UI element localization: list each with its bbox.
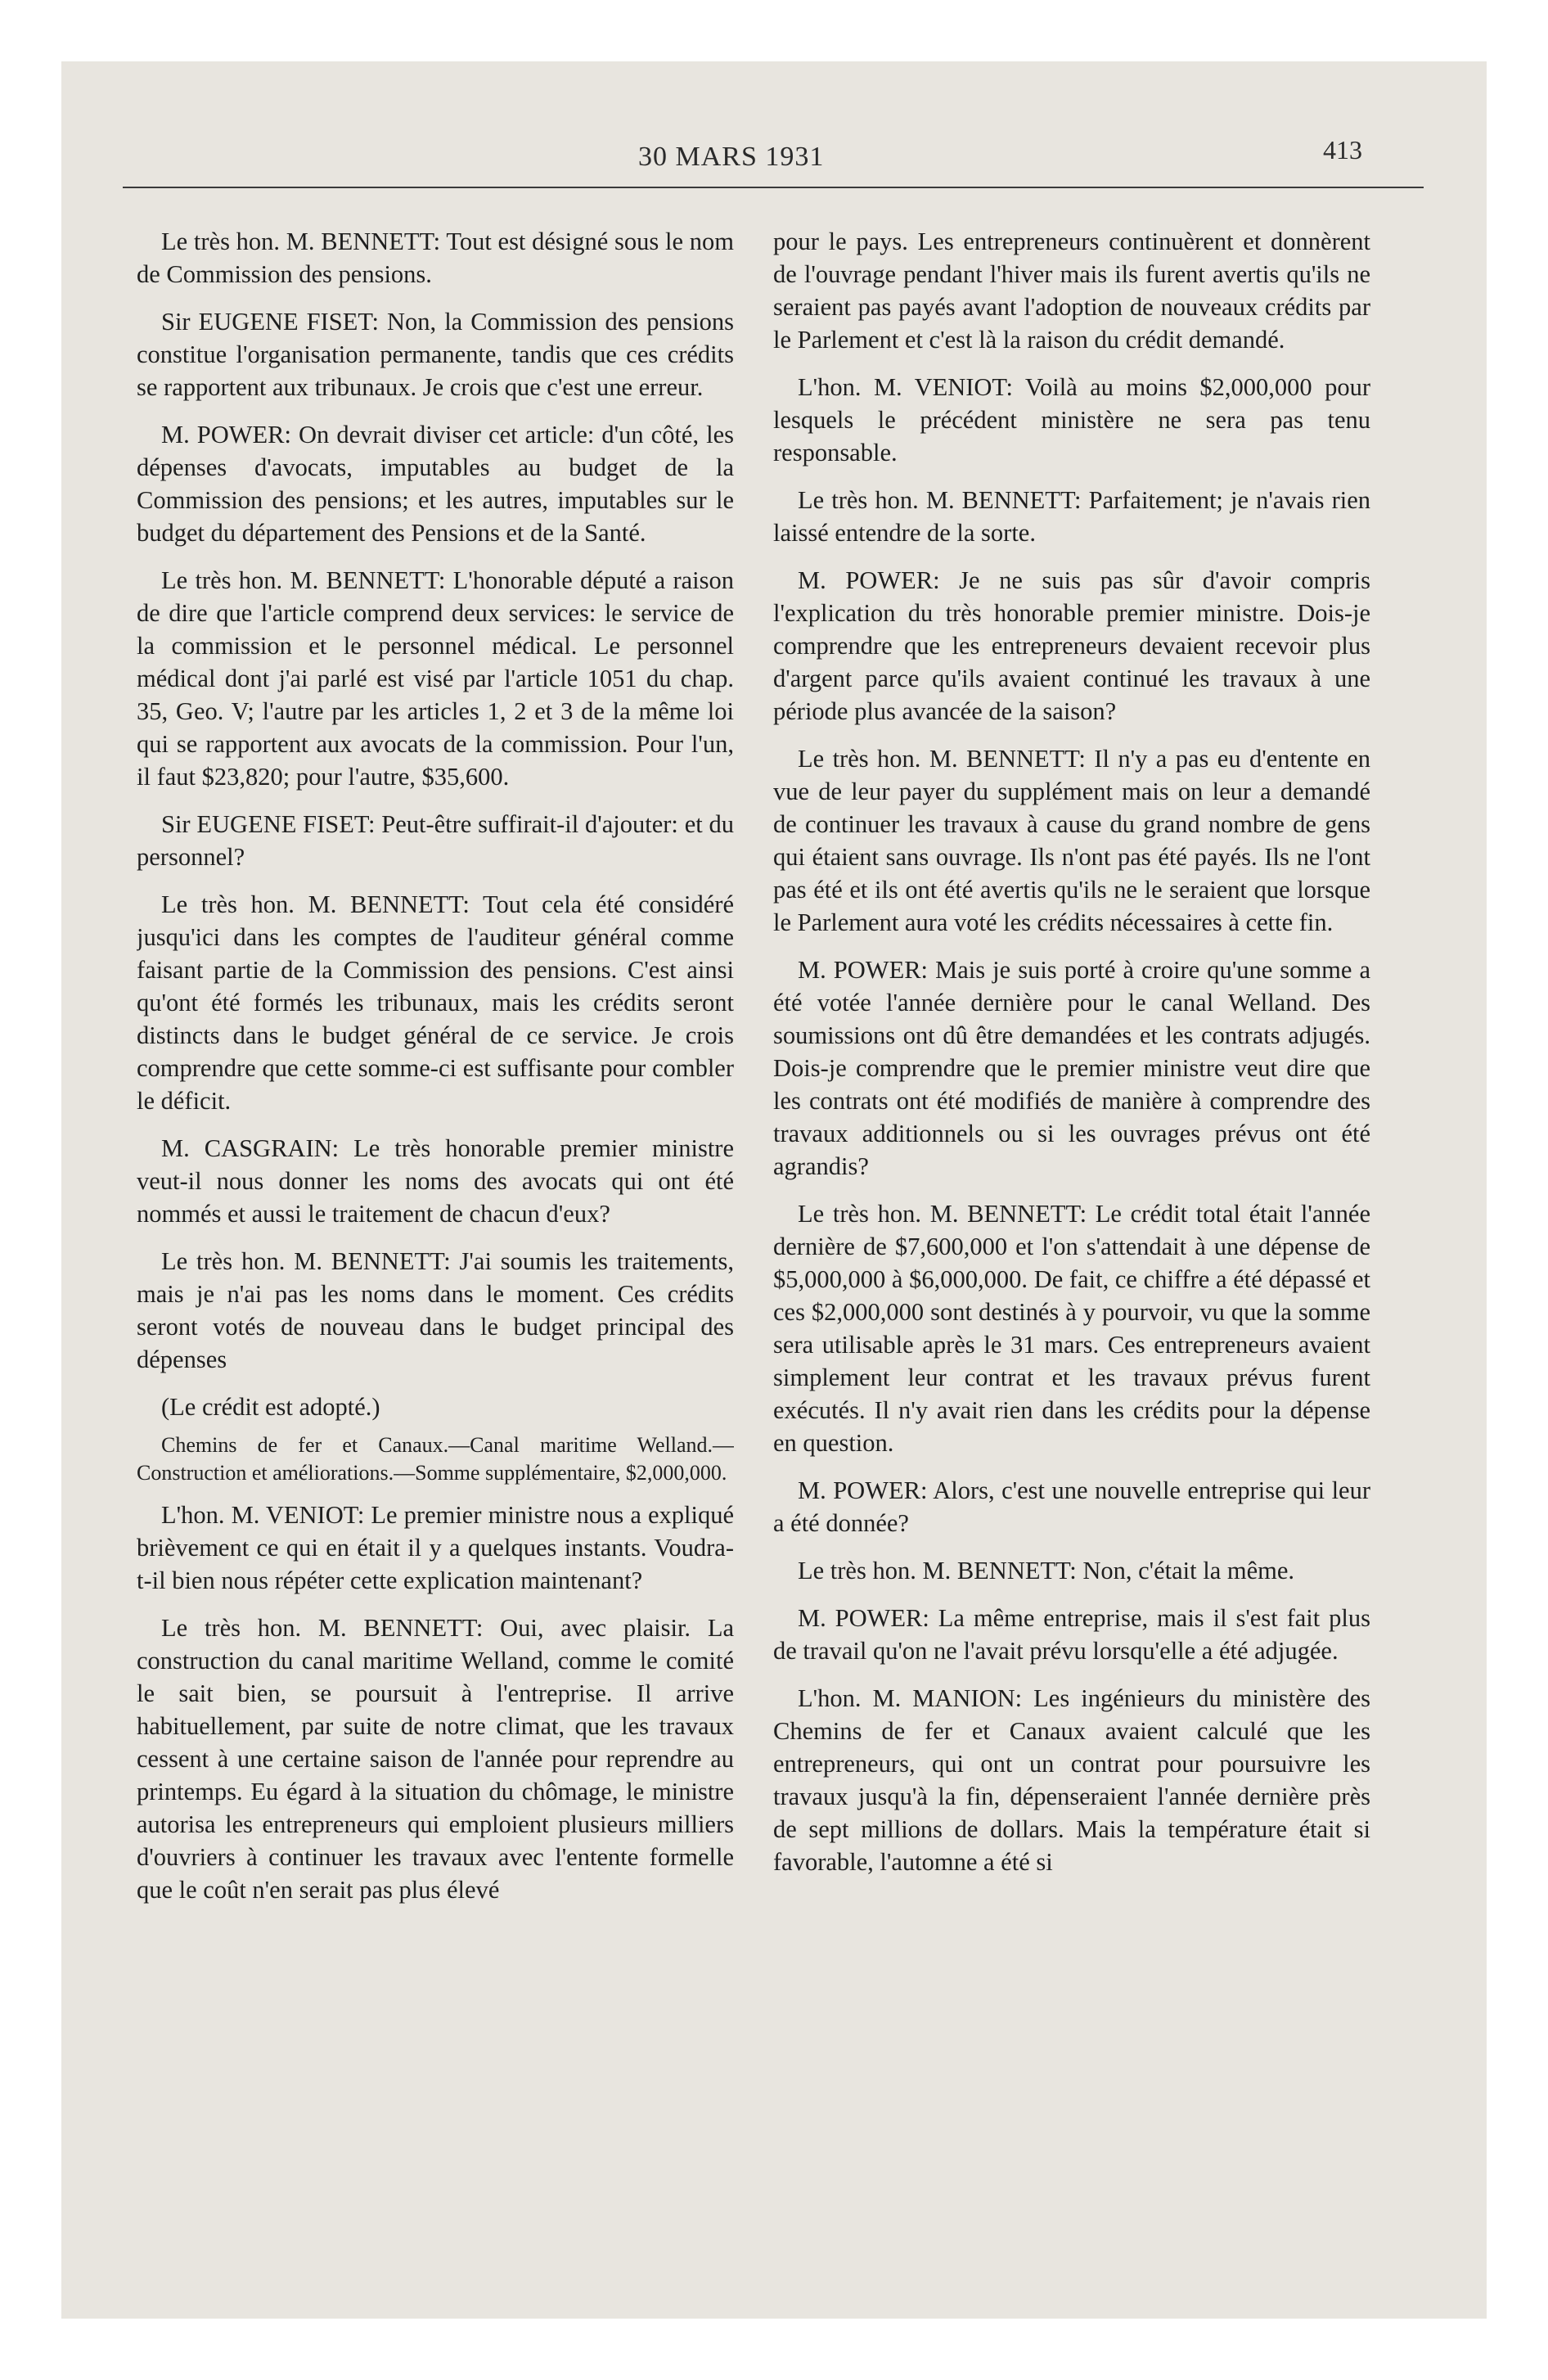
page-number: 413 <box>1323 135 1362 165</box>
left-column <box>137 225 734 2255</box>
header-rule <box>123 187 1424 188</box>
paragraph: Le très hon. M. BENNETT: Parfaitement; je n'avais rien laissé entendre de la sorte. <box>773 486 1370 547</box>
paragraph: Le très hon. M. BENNETT: L'honorable député a raison de dire que l'article comprend deux services: le service de la commission et le personnel médical. Le personnel médical dont j'ai parlé est visé par l'article 1051 du chap. 35, Geo. V; l'autre par les articles 1, 2 et 3 de la même loi qui se rapportent aux avocats de la commission. Pour l'un, il faut $23,820; pour l'autre, $35,600. <box>137 566 734 791</box>
paragraph: L'hon. M. VENIOT: Voilà au moins $2,000,000 pour lesquels le précédent ministère ne sera pas tenu responsable. <box>773 373 1370 467</box>
paragraph: M. POWER: Alors, c'est une nouvelle entreprise qui leur a été donnée? <box>773 1476 1370 1537</box>
paragraph: Sir EUGENE FISET: Non, la Commission des pensions constitue l'organisation permanente, tandis que ces crédits se rapportent aux tribunaux. Je crois que c'est une erreur. <box>137 308 734 401</box>
paragraph: Le très hon. M. BENNETT: Oui, avec plaisir. La construction du canal maritime Welland, comme le comité le sait bien, se poursuit à l'entreprise. Il arrive habituellement, par suite de notre climat, que les travaux cessent à une certaine saison de l'année pour reprendre au printemps. Eu égard à la situation du chômage, le ministre autorisa les entrepreneurs qui emploient plusieurs milliers d'ouvriers à continuer les travaux avec l'entente formelle que le coût n'en serait pas plus élevé <box>137 1614 734 1904</box>
paragraph: Le très hon. M. BENNETT: Tout cela été considéré jusqu'ici dans les comptes de l'auditeur général comme faisant partie de la Commission des pensions. C'est ainsi qu'ont été formés les tribunaux, mais les crédits seront distincts dans le budget général de ce service. Je crois comprendre que cette somme-ci est suffisante pour combler le déficit. <box>137 890 734 1115</box>
paragraph: L'hon. M. VENIOT: Le premier ministre nous a expliqué brièvement ce qui en était il y a quelques instants. Voudra-t-il bien nous répéter cette explication maintenant? <box>137 1501 734 1594</box>
page-header <box>61 135 1487 191</box>
budget-item: Chemins de fer et Canaux.—Canal maritime Welland.—Construction et améliorations.—Somme supplémentaire, $2,000,000. <box>137 1433 734 1485</box>
right-column <box>773 225 1370 2255</box>
paragraph: L'hon. M. MANION: Les ingénieurs du ministère des Chemins de fer et Canaux avaient calculé que les entrepreneurs, qui ont un contrat pour poursuivre les travaux jusqu'à la fin, dépenseraient l'année dernière près de sept millions de dollars. Mais la température était si favorable, l'automne a été si <box>773 1684 1370 1876</box>
paragraph: Le très hon. M. BENNETT: Le crédit total était l'année dernière de $7,600,000 et l'on s'attendait à une dépense de $5,000,000 à $6,000,000. De fait, ce chiffre a été dépassé et ces $2,000,000 sont destinés à y pourvoir, vu que la somme sera utilisable après le 31 mars. Ces entrepreneurs avaient simplement leur contrat et les travaux prévus furent exécutés. Il n'y avait rien dans les crédits pour la dépense en question. <box>773 1200 1370 1457</box>
paragraph: M. POWER: Je ne suis pas sûr d'avoir compris l'explication du très honorable premier ministre. Dois-je comprendre que les entrepreneurs devaient recevoir plus d'argent parce qu'ils avaient continué les travaux à une période plus avancée de la saison? <box>773 566 1370 725</box>
paragraph: Le très hon. M. BENNETT: Non, c'était la même. <box>798 1557 1295 1584</box>
scanned-page <box>61 61 1487 2319</box>
paragraph: pour le pays. Les entrepreneurs continuèrent et donnèrent de l'ouvrage pendant l'hiver mais ils furent avertis qu'ils ne seraient pas payés avant l'adoption de nouveaux crédits par le Parlement et c'est là la raison du crédit demandé. <box>773 228 1370 354</box>
paragraph: Le très hon. M. BENNETT: Tout est désigné sous le nom de Commission des pensions. <box>137 228 734 288</box>
page-date: 30 MARS 1931 <box>638 142 825 172</box>
adopted-note: (Le crédit est adopté.) <box>161 1393 380 1421</box>
paragraph: Sir EUGENE FISET: Peut-être suffirait-il d'ajouter: et du personnel? <box>137 810 734 871</box>
paragraph: M. POWER: La même entreprise, mais il s'est fait plus de travail qu'on ne l'avait prévu lorsqu'elle a été adjugée. <box>773 1604 1370 1665</box>
paragraph: M. POWER: Mais je suis porté à croire qu'une somme a été votée l'année dernière pour le canal Welland. Des soumissions ont dû être demandées et les contrats adjugés. Dois-je comprendre que le premier ministre veut dire que les contrats ont été modifiés de manière à comprendre des travaux additionnels ou si les ouvrages prévus ont été agrandis? <box>773 956 1370 1180</box>
paragraph: M. CASGRAIN: Le très honorable premier ministre veut-il nous donner les noms des avocats qui ont été nommés et aussi le traitement de chacun d'eux? <box>137 1134 734 1228</box>
paragraph: M. POWER: On devrait diviser cet article: d'un côté, les dépenses d'avocats, imputables au budget de la Commission des pensions; et les autres, imputables sur le budget du département des Pensions et de la Santé. <box>137 421 734 547</box>
paragraph: Le très hon. M. BENNETT: J'ai soumis les traitements, mais je n'ai pas les noms dans le moment. Ces crédits seront votés de nouveau dans le budget principal des dépenses <box>137 1247 734 1373</box>
paragraph: Le très hon. M. BENNETT: Il n'y a pas eu d'entente en vue de leur payer du supplément mais on leur a demandé de continuer les travaux à cause du grand nombre de gens qui étaient sans ouvrage. Ils n'ont pas été payés. Ils ne l'ont pas été et ils ont été avertis qu'ils ne le seraient que lorsque le Parlement aura voté les crédits nécessaires à cette fin. <box>773 745 1370 936</box>
